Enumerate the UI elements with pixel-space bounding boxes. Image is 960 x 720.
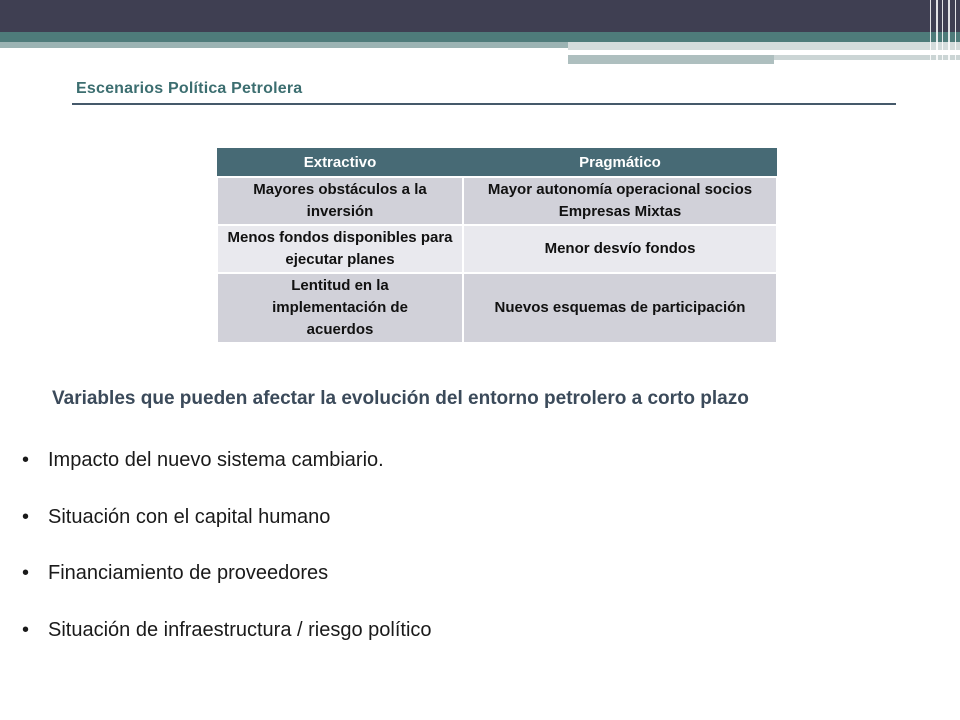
column-header-pragmatico: Pragmático — [463, 148, 777, 177]
bullet-icon: • — [22, 618, 30, 641]
list-item-text: Situación de infraestructura / riesgo político — [48, 618, 432, 641]
list-item-text: Financiamiento de proveedores — [48, 562, 329, 584]
top-banner-stripe — [568, 42, 960, 50]
variables-subheading: Variables que pueden afectar la evolución del entorno petrolero a corto plazo — [52, 388, 749, 409]
table-cell: Menor desvío fondos — [463, 225, 777, 273]
table-row — [217, 273, 777, 343]
title-underline — [72, 103, 896, 105]
table-cell: Menos fondos disponibles para ejecutar planes — [217, 225, 463, 273]
top-banner-light — [0, 42, 568, 48]
page-title: Escenarios Política Petrolera — [76, 80, 303, 97]
table-row — [217, 225, 777, 273]
list-item — [22, 497, 432, 554]
table-row — [217, 177, 777, 225]
list-item — [22, 553, 432, 610]
corner-decoration — [926, 0, 960, 64]
bullet-icon: • — [22, 449, 30, 471]
table-header-row — [217, 148, 777, 177]
top-banner-stripe — [568, 55, 774, 64]
scenarios-table — [216, 148, 778, 344]
bullet-icon: • — [22, 505, 30, 528]
top-banner-dark — [0, 0, 960, 32]
top-banner-stripe — [568, 50, 888, 52]
table-cell: Nuevos esquemas de participación — [463, 273, 777, 343]
list-item — [22, 610, 432, 667]
list-item-text: Impacto del nuevo sistema cambiario. — [48, 449, 384, 471]
column-header-extractivo: Extractivo — [217, 148, 463, 177]
list-item — [22, 440, 432, 497]
variables-list — [22, 440, 432, 666]
top-banner-teal — [0, 32, 960, 42]
table-cell: Mayores obstáculos a la inversión — [217, 177, 463, 225]
table-cell: Lentitud en la implementación de acuerdos — [217, 273, 463, 343]
table-cell: Mayor autonomía operacional socios Empresas Mixtas — [463, 177, 777, 225]
list-item-text: Situación con el capital humano — [48, 505, 331, 528]
bullet-icon: • — [22, 562, 30, 584]
